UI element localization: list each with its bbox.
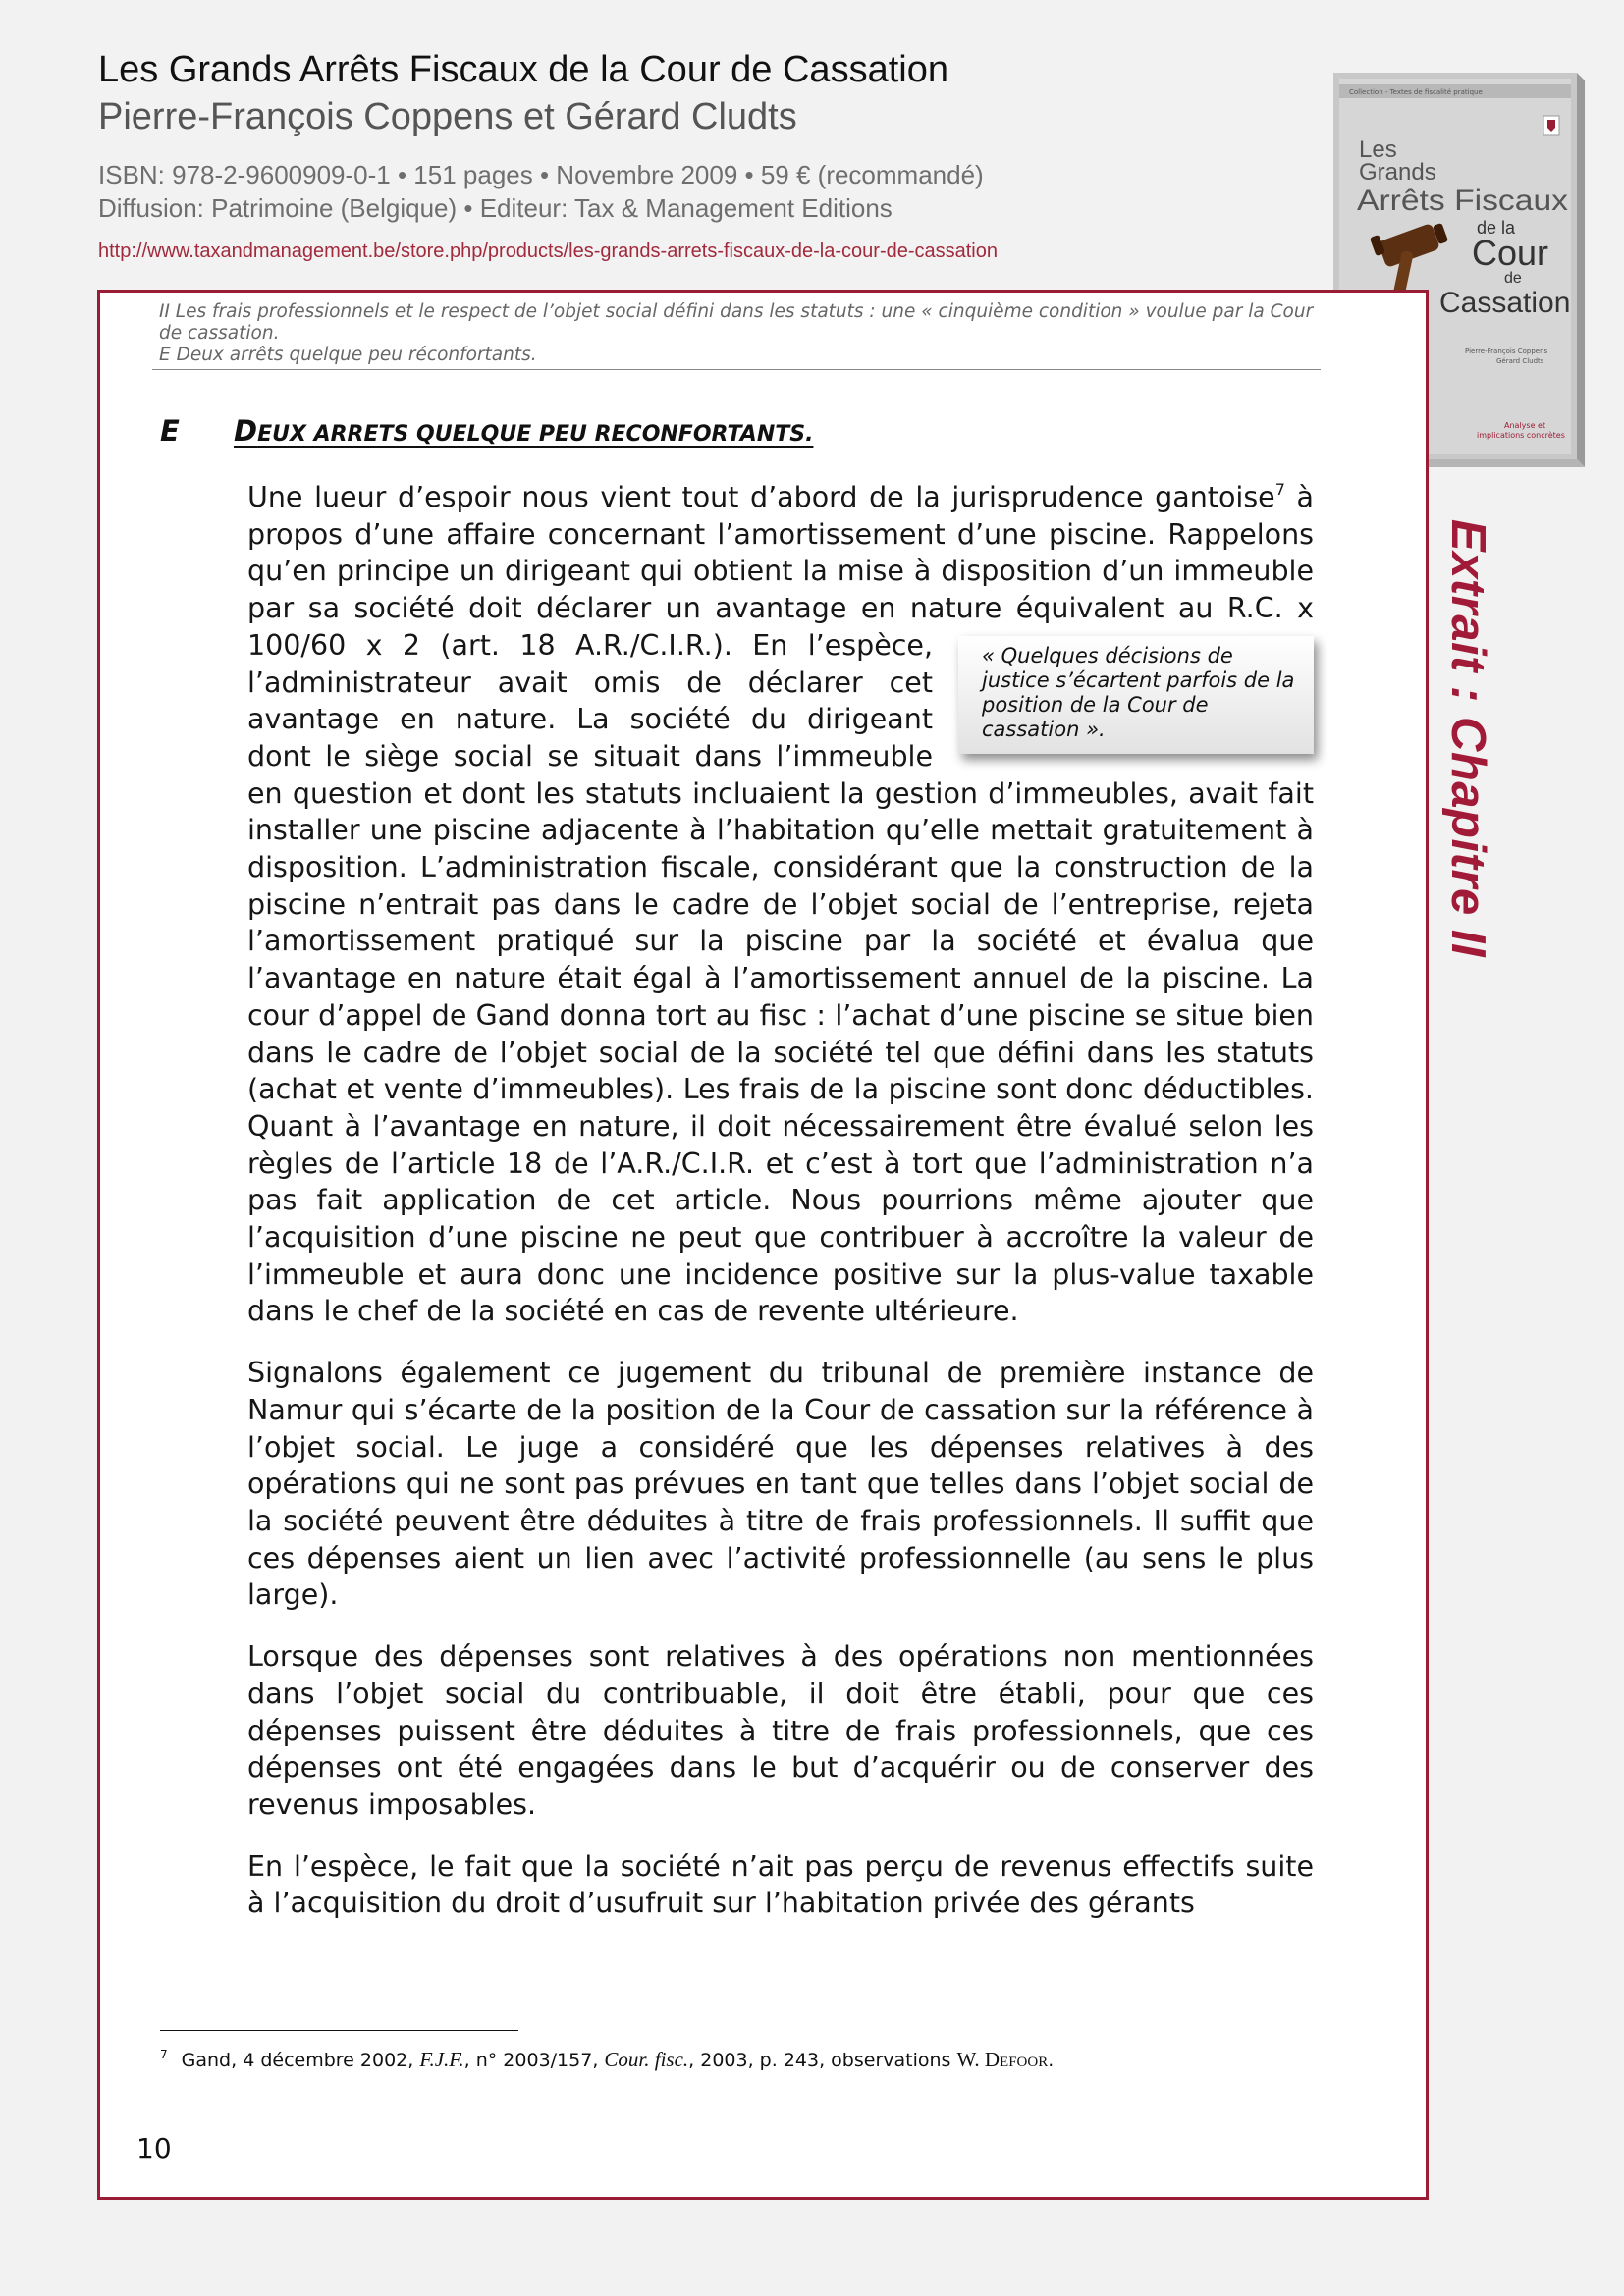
cover-title-line-2: Grands [1359,159,1436,186]
running-head-chapter: II Les frais professionnels et le respect de l’objet social défini dans les statuts : une « cinquième condition » voulue par la Cour de cassation. [159,301,1314,344]
cover-title-line-6: de [1504,270,1522,287]
cover-author-2: Gérard Cludts [1496,357,1544,365]
cover-title-line-1: Les [1359,136,1397,163]
body-text [247,479,1314,1947]
footnote-author-initial: W. D [956,2048,1001,2071]
section-letter: E [160,414,180,448]
footnote-text-b: , n° 2003/157, [463,2050,605,2071]
cover-collection: Collection - Textes de fiscalité pratique [1349,88,1483,96]
paragraph-1-intro: à propos d’une affaire concernant l’amortissement d’une piscine. Rappelons qu’en principe un dirigeant qui obtient la mise à disposition d’un immeuble par sa société doit déclarer un avantage en nature équivalent au R.C. x 100/60 x 2 (art. 18 A.R./C.I.R.). En l’espèce, [247,481,1314,662]
pull-quote: « Quelques décisions de justice s’écartent parfois de la position de la Cour de cassation ». [958,636,1314,754]
chapter-side-tab [1438,503,1497,974]
paragraph-1 [247,479,1314,1330]
footnote-number: 7 [160,2048,168,2061]
paragraph-1-start: Une lueur d’espoir nous vient tout d’abord de la jurisprudence gantoise [247,481,1275,513]
cover-author-1: Pierre-François Coppens [1465,347,1548,355]
footnote-rule [160,2030,518,2031]
running-head-section: E Deux arrêts quelque peu réconfortants. [159,345,537,365]
footnote-end: . [1048,2050,1055,2071]
paragraph-1-rest: l’administrateur avait omis de déclarer cet avantage en nature. La société du dirigeant dont le siège social se situait dans l’immeuble en question et dont les statuts incluaient la gestion d’immeubles, avait fait installer une piscine adjacente à l’habitation qu’elle mettait gratuitement à disposition. L’administration fiscale, considérant que la construction de la piscine n’entrait pas dans le cadre de l’objet social de l’entreprise, rejeta l’amortissement pratiqué sur la piscine par la société et évalua que l’avantage en nature était égal à l’amortissement annuel de la piscine. La cour d’appel de Gand donna tort au fisc : l’achat d’une piscine se situe bien dans le cadre de l’objet social de la société tel que défini dans les statuts (achat et vente d’immeubles). Les frais de la piscine sont donc déductibles. Quant à l’avantage en nature, il doit nécessairement être évalué selon les règles de l’article 18 de l’A.R./C.I.R. et c’est à tort que l’administration n’a pas fait application de cet article. Nous pourrions même ajouter que l’acquisition d’une piscine ne peut que contribuer à accroître la valeur de l’immeuble et aura donc une incidence positive sur la plus-value taxable dans le chef de la société en cas de revente ultérieure. [247,666,1314,1328]
footnote-reference[interactable]: 7 [1274,480,1285,499]
section-title [234,414,813,448]
section-title-rest: EUX ARRETS QUELQUE PEU RECONFORTANTS. [257,422,814,447]
footnote-author-rest: EFOOR [1000,2055,1049,2070]
paragraph-3: Lorsque des dépenses sont relatives à des opérations non mentionnées dans l’objet social du contribuable, il doit être établi, pour que ces dépenses puissent être déduites à titre de frais professionnels, que ces dépenses ont été engagées dans le but d’acquérir ou de conserver des revenus imposables. [247,1640,1314,1821]
cover-title-line-3: Arrêts Fiscaux [1357,185,1568,217]
book-authors: Pierre-François Coppens et Gérard Cludts [98,96,797,137]
cover-subtitle-1: Analyse et [1504,421,1546,430]
cover-title-line-5: Cour [1472,233,1549,273]
book-meta-distribution: Diffusion: Patrimoine (Belgique) • Editeur: Tax & Management Editions [98,193,893,223]
paragraph-2: Signalons également ce jugement du tribunal de première instance de Namur qui s’écarte de la position de la Cour de cassation sur la référence à l’objet social. Le juge a considéré que les dépenses relatives à des opérations qui ne sont pas prévues en tant que telles dans l’objet social de la société peuvent être déduites à titre de frais professionnels. Il suffit que ces dépenses aient un lien avec l’activité professionnelle (au sens le plus large). [247,1357,1314,1612]
book-meta-isbn: ISBN: 978-2-9600909-0-1 • 151 pages • Novembre 2009 • 59 € (recommandé) [98,160,984,189]
cover-title-line-7: Cassation [1439,287,1571,319]
running-head-rule [152,369,1321,370]
section-title-initial: D [234,414,258,448]
page-number: 10 [136,2132,172,2164]
footnote-text-c: , 2003, p. 243, observations [688,2050,957,2071]
cover-subtitle-2: implications concrètes [1477,431,1565,440]
chapter-side-tab-label: Extrait : Chapitre II [1441,518,1495,958]
paragraph-4: En l’espèce, le fait que la société n’ait pas perçu de revenus effectifs suite à l’acquisition du droit d’usufruit sur l’habitation privée des gérants [247,1849,1314,1920]
footnote-journal-2: Cour. fisc. [604,2048,689,2071]
footnote [160,2048,1054,2072]
footnote-journal-1: F.J.F. [419,2048,464,2071]
store-link[interactable]: http://www.taxandmanagement.be/store.php/products/les-grands-arrets-fiscaux-de-la-cour-de-cassation [98,240,998,262]
cover-title-line-4: de la [1477,218,1516,238]
book-title: Les Grands Arrêts Fiscaux de la Cour de Cassation [98,49,948,90]
footnote-text-a: Gand, 4 décembre 2002, [181,2050,420,2071]
running-head [159,301,1318,366]
